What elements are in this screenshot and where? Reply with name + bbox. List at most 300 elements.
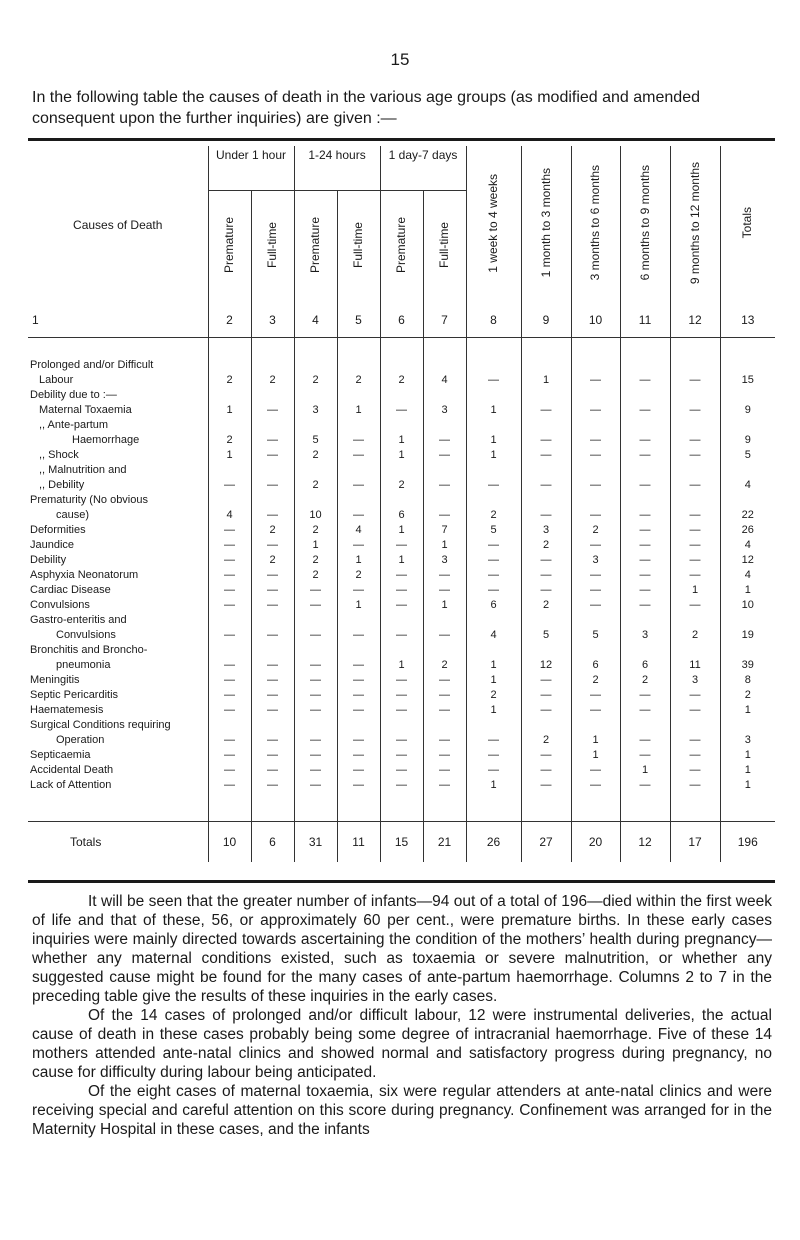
cell-value: 1 <box>208 448 251 463</box>
sub-header-full-time: Full-time <box>337 191 380 304</box>
cell-value: — <box>620 493 670 523</box>
cell-value: — <box>670 748 720 763</box>
cell-value: 5 <box>720 448 775 463</box>
cell-value: 1 <box>380 643 423 673</box>
cell-value: — <box>251 703 294 718</box>
cell-value: — <box>670 703 720 718</box>
cell-value: — <box>670 598 720 613</box>
cell-value: — <box>337 763 380 778</box>
cell-value: — <box>571 448 620 463</box>
cell-value: — <box>521 553 571 568</box>
cell-value: — <box>380 718 423 748</box>
cell-value: — <box>294 763 337 778</box>
cell-value: — <box>251 493 294 523</box>
table-row <box>28 613 775 643</box>
spacer-cell <box>423 793 466 822</box>
cause-label-line: Bronchitis and Broncho- <box>30 644 148 656</box>
cell-value: 3 <box>720 718 775 748</box>
cell-value: — <box>571 418 620 448</box>
cell-value: — <box>571 493 620 523</box>
column-number: 3 <box>251 303 294 338</box>
cell-value: 4 <box>337 523 380 538</box>
cell-value: 2 <box>208 418 251 448</box>
cell-value: 7 <box>423 523 466 538</box>
cell-value: — <box>337 748 380 763</box>
cell-value: — <box>620 463 670 493</box>
cause-label <box>28 703 208 718</box>
totals-row <box>28 822 775 863</box>
column-number: 4 <box>294 303 337 338</box>
spacer-cell <box>466 793 521 822</box>
cause-label-line: cause) <box>56 509 90 521</box>
cell-value: — <box>208 583 251 598</box>
causes-header: Causes of Death <box>73 217 163 232</box>
cell-value: 1 <box>720 763 775 778</box>
cell-value: — <box>670 418 720 448</box>
cell-value: — <box>670 553 720 568</box>
cell-value: — <box>251 598 294 613</box>
cell-value: — <box>380 388 423 418</box>
cause-label <box>28 688 208 703</box>
cell-value: — <box>423 493 466 523</box>
cell-value: — <box>571 538 620 553</box>
total-value: 26 <box>466 822 521 863</box>
cell-value: 1 <box>720 748 775 763</box>
cause-label-line: Cardiac Disease <box>30 584 111 596</box>
cell-value: — <box>423 688 466 703</box>
table-row <box>28 568 775 583</box>
cell-value: 1 <box>208 388 251 418</box>
table-row <box>28 538 775 553</box>
cell-value: — <box>337 643 380 673</box>
cell-value: 3 <box>620 613 670 643</box>
cell-value: 1 <box>337 553 380 568</box>
cell-value: — <box>251 538 294 553</box>
cell-value: — <box>251 643 294 673</box>
cell-value: — <box>423 673 466 688</box>
cell-value: — <box>571 463 620 493</box>
cell-value: — <box>380 613 423 643</box>
cell-value: — <box>380 688 423 703</box>
cell-value: — <box>521 673 571 688</box>
cell-value: — <box>423 718 466 748</box>
cell-value: — <box>571 778 620 793</box>
totals-label: Totals <box>28 822 208 863</box>
cell-value: — <box>571 583 620 598</box>
sub-header-premature: Premature <box>380 191 423 304</box>
cell-value: — <box>251 748 294 763</box>
cell-value: — <box>521 763 571 778</box>
cell-value: 2 <box>466 493 521 523</box>
cell-value: — <box>208 598 251 613</box>
cause-label-line: Debility <box>30 554 67 566</box>
cell-value: 1 <box>466 778 521 793</box>
cell-value: — <box>423 778 466 793</box>
cause-label-line: Accidental Death <box>30 764 114 776</box>
cell-value: — <box>294 703 337 718</box>
cell-value: — <box>620 688 670 703</box>
column-number: 9 <box>521 303 571 338</box>
table-row <box>28 643 775 673</box>
total-value: 31 <box>294 822 337 863</box>
sub-header-full-time: Full-time <box>423 191 466 304</box>
cell-value: — <box>380 568 423 583</box>
cell-value: — <box>466 583 521 598</box>
cause-label-line: Meningitis <box>30 674 80 686</box>
cell-value: 12 <box>720 553 775 568</box>
cause-label-line: Convulsions <box>30 599 90 611</box>
table-row <box>28 688 775 703</box>
cell-value: — <box>208 763 251 778</box>
cell-value: — <box>670 338 720 389</box>
age-header-9-months-to-12-months: 9 months to 12 months <box>670 146 720 303</box>
cell-value: — <box>521 463 571 493</box>
cell-value: 1 <box>571 748 620 763</box>
cause-label <box>28 598 208 613</box>
cell-value: — <box>380 748 423 763</box>
cell-value: — <box>294 688 337 703</box>
cell-value: — <box>294 643 337 673</box>
cell-value: — <box>466 718 521 748</box>
cell-value: — <box>620 553 670 568</box>
cell-value: 1 <box>670 583 720 598</box>
cell-value: — <box>380 598 423 613</box>
cell-value: 2 <box>294 523 337 538</box>
cause-label-line: Haematemesis <box>30 704 104 716</box>
cell-value: — <box>294 583 337 598</box>
cell-value: — <box>208 703 251 718</box>
cell-value: 5 <box>521 613 571 643</box>
cell-value: 2 <box>251 553 294 568</box>
cause-label-line: Deformities <box>30 524 86 536</box>
spacer-cell <box>380 793 423 822</box>
cell-value: 2 <box>294 463 337 493</box>
paragraph: Of the eight cases of maternal toxaemia, six were regular attenders at ante-natal clinics and were receiving special and careful attention on this score during pregnancy. Confinement was arranged for in the Maternity Hospital in these cases, and the infants <box>32 1083 772 1138</box>
cell-value: 1 <box>720 703 775 718</box>
cell-value: 1 <box>571 718 620 748</box>
spacer-cell <box>294 793 337 822</box>
cell-value: — <box>208 643 251 673</box>
cell-value: 1 <box>466 643 521 673</box>
column-number: 12 <box>670 303 720 338</box>
cell-value: 10 <box>720 598 775 613</box>
cell-value: 2 <box>423 643 466 673</box>
paragraph: Of the 14 cases of prolonged and/or difficult labour, 12 were instrumental deliveries, the actual cause of death in these cases probably being some degree of intracranial haemorrhage. Five of these 14 mothers attended ante-natal clinics and showed normal and satisfactory progress during pregnancy, no cause for difficulty during labour being anticipated. <box>32 1007 772 1081</box>
cell-value: 1 <box>380 553 423 568</box>
cell-value: 6 <box>380 493 423 523</box>
cell-value: 1 <box>294 538 337 553</box>
cell-value: — <box>337 418 380 448</box>
table-row <box>28 388 775 418</box>
cell-value: — <box>466 463 521 493</box>
table-row <box>28 338 775 389</box>
cell-value: 1 <box>466 418 521 448</box>
cell-value: — <box>423 448 466 463</box>
cell-value: 2 <box>521 538 571 553</box>
cause-label <box>28 718 208 748</box>
cell-value: — <box>208 748 251 763</box>
cell-value: 3 <box>294 388 337 418</box>
cell-value: — <box>208 538 251 553</box>
cell-value: — <box>380 778 423 793</box>
column-number: 2 <box>208 303 251 338</box>
cell-value: 2 <box>337 338 380 389</box>
cell-value: — <box>466 748 521 763</box>
column-number: 1 <box>32 313 39 327</box>
cell-value: — <box>466 568 521 583</box>
cell-value: — <box>620 418 670 448</box>
cell-value: — <box>670 538 720 553</box>
cell-value: — <box>251 448 294 463</box>
cell-value: 4 <box>208 493 251 523</box>
cell-value: — <box>208 463 251 493</box>
cell-value: 15 <box>720 338 775 389</box>
cell-value: 1 <box>720 583 775 598</box>
cause-label-line: Gastro-enteritis and <box>30 614 127 626</box>
cell-value: — <box>571 703 620 718</box>
cell-value: — <box>423 703 466 718</box>
cell-value: 4 <box>423 338 466 389</box>
cause-label <box>28 613 208 643</box>
cell-value: — <box>423 763 466 778</box>
total-value: 11 <box>337 822 380 863</box>
table-row <box>28 523 775 538</box>
cell-value: 2 <box>294 553 337 568</box>
cell-value: 1 <box>466 388 521 418</box>
cell-value: — <box>380 673 423 688</box>
cell-value: 1 <box>337 598 380 613</box>
cell-value: 2 <box>294 338 337 389</box>
age-header-1-week-to-4-weeks: 1 week to 4 weeks <box>466 146 521 303</box>
column-number: 11 <box>620 303 670 338</box>
cell-value: — <box>670 523 720 538</box>
cell-value: — <box>337 703 380 718</box>
cell-value: 3 <box>521 523 571 538</box>
cell-value: 6 <box>620 643 670 673</box>
cause-label-line: pneumonia <box>56 659 111 671</box>
table-row <box>28 583 775 598</box>
cause-label-line: ,, Shock <box>39 449 79 461</box>
sub-header-premature: Premature <box>208 191 251 304</box>
cell-value: — <box>294 613 337 643</box>
cell-value: — <box>571 388 620 418</box>
cell-value: 2 <box>571 673 620 688</box>
commentary-text <box>32 892 772 1139</box>
column-number-row <box>28 303 775 338</box>
table-bottom-rule <box>28 880 775 883</box>
table-body <box>28 338 775 863</box>
cell-value: — <box>670 448 720 463</box>
cell-value: — <box>521 778 571 793</box>
cell-value: 1 <box>466 703 521 718</box>
cell-value: 3 <box>571 553 620 568</box>
cell-value: — <box>521 583 571 598</box>
cell-value: 2 <box>251 523 294 538</box>
cell-value: — <box>620 448 670 463</box>
cell-value: — <box>251 583 294 598</box>
cell-value: 1 <box>466 448 521 463</box>
cell-value: 1 <box>337 388 380 418</box>
cell-value: — <box>670 388 720 418</box>
cause-label-line: Operation <box>56 734 105 746</box>
cell-value: — <box>337 538 380 553</box>
cell-value: 2 <box>466 688 521 703</box>
cell-value: — <box>620 598 670 613</box>
table-row <box>28 763 775 778</box>
cell-value: — <box>670 493 720 523</box>
cause-label <box>28 523 208 538</box>
cell-value: 10 <box>294 493 337 523</box>
cell-value: — <box>380 583 423 598</box>
cause-label-line: ,, Debility <box>39 479 85 491</box>
spacer-cell <box>251 793 294 822</box>
cell-value: — <box>208 613 251 643</box>
cell-value: — <box>380 703 423 718</box>
totals-header: Totals <box>720 146 775 303</box>
cell-value: — <box>521 418 571 448</box>
cell-value: — <box>521 388 571 418</box>
cell-value: 2 <box>670 613 720 643</box>
cell-value: 4 <box>720 568 775 583</box>
intro-paragraph: In the following table the causes of death in the various age groups (as modified and amended consequent upon the further inquiries) are given :— <box>32 89 700 127</box>
table-row <box>28 553 775 568</box>
cell-value: — <box>337 583 380 598</box>
cell-value: — <box>521 493 571 523</box>
cell-value: — <box>208 688 251 703</box>
cell-value: — <box>670 763 720 778</box>
cell-value: — <box>208 673 251 688</box>
total-value: 17 <box>670 822 720 863</box>
total-value: 27 <box>521 822 571 863</box>
group-header-1-day-7-days: 1 day-7 days <box>380 146 466 191</box>
cause-label-line: Septicaemia <box>30 749 91 761</box>
cell-value: — <box>251 673 294 688</box>
total-value: 21 <box>423 822 466 863</box>
cause-label-line: Surgical Conditions requiring <box>30 719 171 731</box>
cell-value: — <box>521 568 571 583</box>
cell-value: 2 <box>337 568 380 583</box>
cell-value: 5 <box>294 418 337 448</box>
cell-value: 2 <box>720 688 775 703</box>
cause-label-line: Convulsions <box>56 629 116 641</box>
cell-value: — <box>423 418 466 448</box>
cell-value: 22 <box>720 493 775 523</box>
cell-value: 1 <box>380 523 423 538</box>
spacer-cell <box>208 793 251 822</box>
table-row <box>28 448 775 463</box>
total-value: 196 <box>720 822 775 863</box>
table-row <box>28 748 775 763</box>
cell-value: — <box>571 688 620 703</box>
cell-value: — <box>208 568 251 583</box>
cell-value: — <box>251 388 294 418</box>
cause-label-line: Prolonged and/or Difficult <box>30 359 154 371</box>
cell-value: 2 <box>571 523 620 538</box>
cause-label <box>28 568 208 583</box>
cell-value: 5 <box>466 523 521 538</box>
spacer-cell <box>571 793 620 822</box>
cell-value: — <box>337 778 380 793</box>
cause-label-line: Debility due to :— <box>30 389 117 401</box>
total-value: 20 <box>571 822 620 863</box>
cell-value: — <box>208 718 251 748</box>
cause-label <box>28 763 208 778</box>
group-header-under-1-hour: Under 1 hour <box>208 146 294 191</box>
cause-label <box>28 583 208 598</box>
cell-value: 1 <box>423 538 466 553</box>
cell-value: 2 <box>380 338 423 389</box>
cell-value: — <box>208 553 251 568</box>
cell-value: — <box>294 598 337 613</box>
cell-value: 6 <box>466 598 521 613</box>
cell-value: — <box>670 718 720 748</box>
cause-label <box>28 553 208 568</box>
cause-label <box>28 388 208 418</box>
cause-label <box>28 778 208 793</box>
cell-value: — <box>521 448 571 463</box>
cell-value: 9 <box>720 388 775 418</box>
cell-value: 2 <box>380 463 423 493</box>
cell-value: 3 <box>423 553 466 568</box>
column-number: 10 <box>571 303 620 338</box>
cell-value: — <box>380 763 423 778</box>
cell-value: — <box>466 763 521 778</box>
cell-value: 1 <box>466 673 521 688</box>
cell-value: — <box>380 538 423 553</box>
cell-value: — <box>251 568 294 583</box>
cell-value: 19 <box>720 613 775 643</box>
age-header-6-months-to-9-months: 6 months to 9 months <box>620 146 670 303</box>
column-number: 7 <box>423 303 466 338</box>
cell-value: — <box>521 688 571 703</box>
cell-value: — <box>620 748 670 763</box>
cell-value: — <box>620 718 670 748</box>
age-header-3-months-to-6-months: 3 months to 6 months <box>571 146 620 303</box>
cause-label <box>28 748 208 763</box>
cause-label-line: ,, Malnutrition and <box>39 464 127 476</box>
causes-of-death-table <box>28 146 775 862</box>
cell-value: — <box>670 688 720 703</box>
cell-value: 3 <box>670 673 720 688</box>
cell-value: — <box>337 613 380 643</box>
column-number: 6 <box>380 303 423 338</box>
cell-value: — <box>208 523 251 538</box>
cell-value: — <box>620 538 670 553</box>
cell-value: — <box>571 568 620 583</box>
table-top-rule <box>28 138 775 141</box>
column-number: 5 <box>337 303 380 338</box>
cause-label-line: Haemorrhage <box>72 434 140 446</box>
cause-label <box>28 338 208 389</box>
table-row <box>28 493 775 523</box>
cell-value: — <box>423 568 466 583</box>
cell-value: 5 <box>571 613 620 643</box>
cell-value: 1 <box>423 598 466 613</box>
cell-value: — <box>620 583 670 598</box>
sub-header-premature: Premature <box>294 191 337 304</box>
cause-label <box>28 418 208 448</box>
total-value: 10 <box>208 822 251 863</box>
cell-value: 1 <box>380 448 423 463</box>
cause-label-line: Asphyxia Neonatorum <box>30 569 139 581</box>
cell-value: — <box>294 673 337 688</box>
column-number: 8 <box>466 303 521 338</box>
table-row <box>28 718 775 748</box>
cause-label <box>28 448 208 463</box>
cell-value: — <box>620 778 670 793</box>
table-row <box>28 418 775 448</box>
cell-value: — <box>620 568 670 583</box>
